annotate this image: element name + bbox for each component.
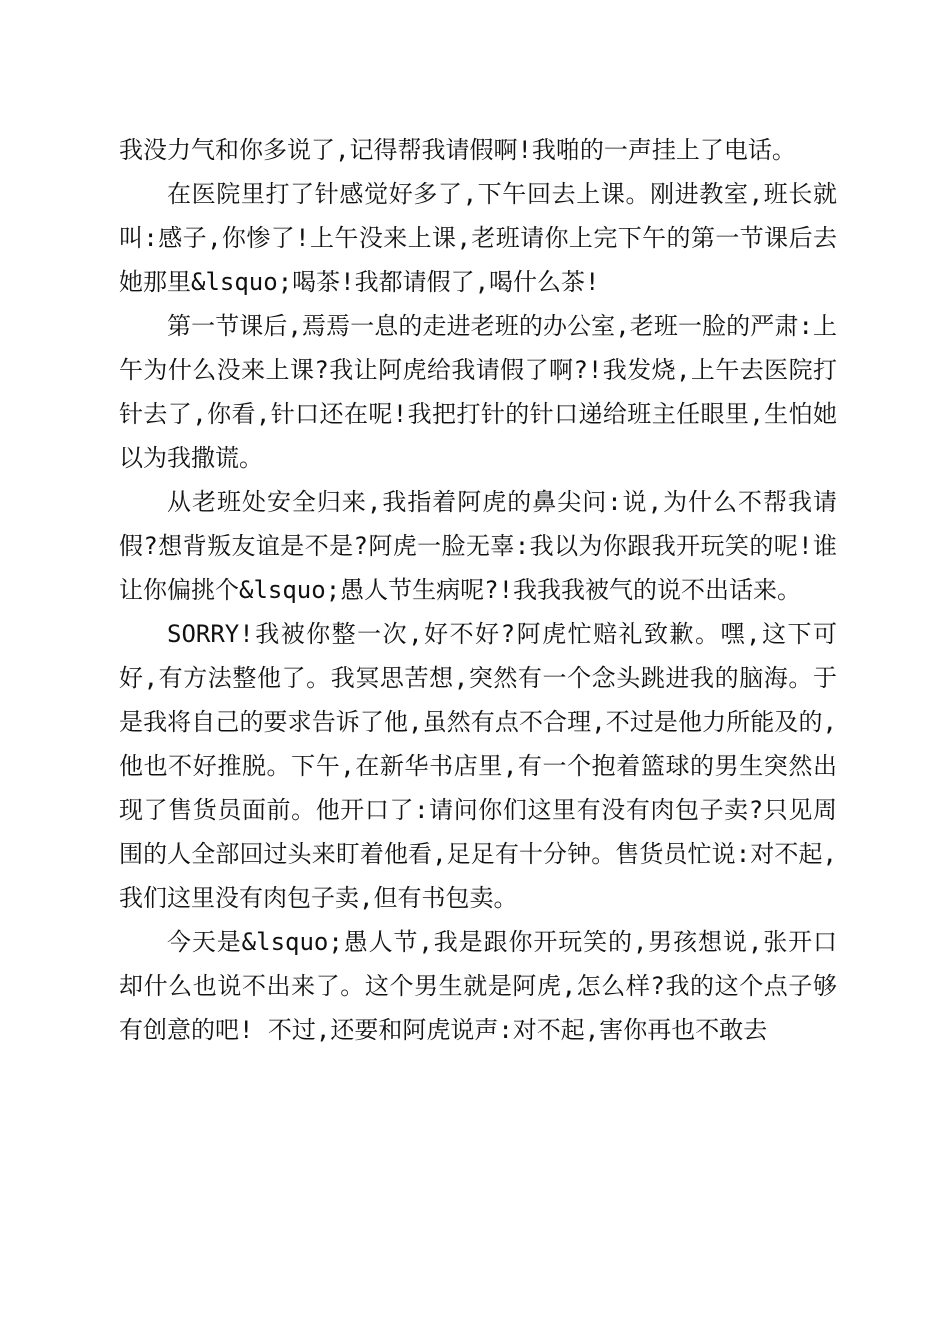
- paragraph-6: 今天是&lsquo;愚人节,我是跟你开玩笑的,男孩想说,张开口却什么也说不出来了。这个男生就是阿虎,怎么样?我的这个点子够有创意的吧! 不过,还要和阿虎说声:对不起,害你再也不敢去: [119, 928, 837, 1044]
- paragraph-4: 从老班处安全归来,我指着阿虎的鼻尖问:说,为什么不帮我请假?想背叛友谊是不是?阿虎一脸无辜:我以为你跟我开玩笑的呢!谁让你偏挑个&lsquo;愚人节生病呢?!我我我被气的说不出话来。: [119, 488, 837, 604]
- paragraph-3: 第一节课后,焉焉一息的走进老班的办公室,老班一脸的严肃:上午为什么没来上课?我让阿虎给我请假了啊?!我发烧,上午去医院打针去了,你看,针口还在呢!我把打针的针口递给班主任眼里,生怕她以为我撒谎。: [119, 312, 837, 472]
- paragraph-5: SORRY!我被你整一次,好不好?阿虎忙赔礼致歉。嘿,这下可好,有方法整他了。我冥思苦想,突然有一个念头跳进我的脑海。于是我将自己的要求告诉了他,虽然有点不合理,不过是他力所能及的,他也不好推脱。下午,在新华书店里,有一个抱着篮球的男生突然出现了售货员面前。他开口了:请问你们这里有没有肉包子卖?只见周围的人全部回过头来盯着他看,足足有十分钟。售货员忙说:对不起,我们这里没有肉包子卖,但有书包卖。: [119, 620, 837, 912]
- paragraph-1: 我没力气和你多说了,记得帮我请假啊!我啪的一声挂上了电话。: [119, 136, 796, 164]
- paragraph-2: 在医院里打了针感觉好多了,下午回去上课。刚进教室,班长就叫:感子,你惨了!上午没来上课,老班请你上完下午的第一节课后去她那里&lsquo;喝茶!我都请假了,喝什么茶!: [119, 180, 837, 296]
- document-body: [119, 128, 837, 1052]
